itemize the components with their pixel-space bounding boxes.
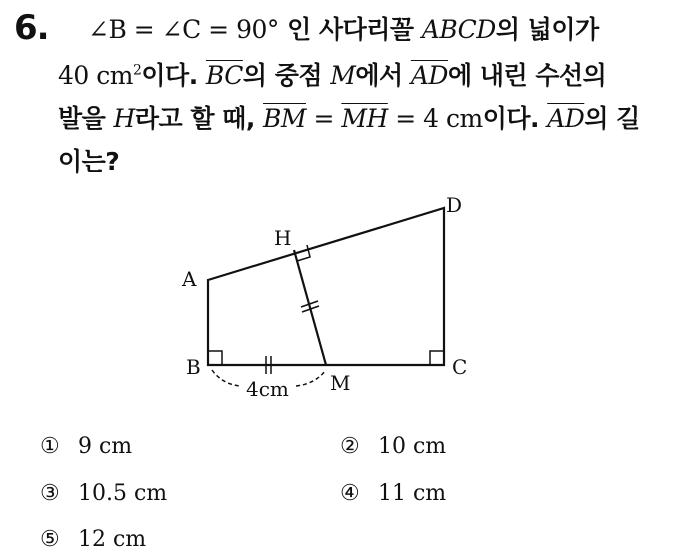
choice-text: 10 cm	[378, 434, 447, 459]
choice-4[interactable]	[340, 481, 446, 506]
choice-text: 10.5 cm	[78, 481, 168, 506]
math-var: M	[330, 61, 356, 90]
label-a: A	[182, 267, 197, 291]
question-text: 에서	[355, 61, 411, 90]
question-text: 의 중점	[242, 61, 331, 90]
question-text: 이다.	[141, 61, 206, 90]
question-text: 발을	[58, 104, 114, 133]
area-exponent: 2	[132, 62, 142, 79]
choice-text: 11 cm	[378, 481, 447, 506]
choice-3[interactable]	[40, 481, 167, 506]
math-var: ABCD	[421, 15, 496, 44]
label-m: M	[330, 371, 351, 395]
choice-2[interactable]	[340, 434, 446, 459]
label-h: H	[274, 226, 292, 250]
segment-mh: $\overline{MH}$	[341, 104, 388, 133]
question-text: 의 넓이가	[495, 15, 599, 44]
choice-marker: ②	[340, 434, 360, 459]
math-var: H	[113, 104, 135, 133]
trapezoid-outline	[208, 208, 444, 365]
perpendicular-mh	[294, 250, 326, 365]
segment-ad: $\overline{AD}$	[410, 61, 448, 90]
area-value: 40 cm	[58, 61, 133, 90]
math-text: =	[306, 104, 342, 133]
label-c: C	[452, 355, 468, 379]
choice-1[interactable]	[40, 434, 132, 459]
angle-condition: ∠B = ∠C = 90°	[88, 15, 279, 44]
choice-5[interactable]	[40, 527, 146, 552]
segment-bm: $\overline{BM}$	[263, 104, 307, 133]
choice-marker: ④	[340, 481, 360, 506]
label-d: D	[446, 193, 463, 217]
segment-ad: $\overline{AD}$	[547, 104, 585, 133]
question-number: 6.	[14, 8, 49, 48]
question-text: 에 내린 수선의	[447, 61, 607, 90]
right-angle-mark-b	[208, 351, 222, 365]
segment-bc: $\overline{BC}$	[205, 61, 243, 90]
question-line-4: 이는?	[58, 147, 120, 176]
choice-text: 9 cm	[78, 434, 133, 459]
choice-marker: ①	[40, 434, 60, 459]
question-text: 인 사다리꼴	[278, 15, 422, 44]
question-text: 이다.	[482, 104, 548, 133]
label-b: B	[186, 355, 201, 379]
choice-marker: ③	[40, 481, 60, 506]
question-text: 의 길	[584, 104, 640, 133]
choice-marker: ⑤	[40, 527, 60, 552]
right-angle-mark-c	[430, 351, 444, 365]
math-text: = 4 cm	[387, 104, 483, 133]
choice-text: 12 cm	[78, 527, 147, 552]
length-label: 4cm	[246, 377, 289, 401]
question-text: 라고 할 때,	[134, 104, 264, 133]
